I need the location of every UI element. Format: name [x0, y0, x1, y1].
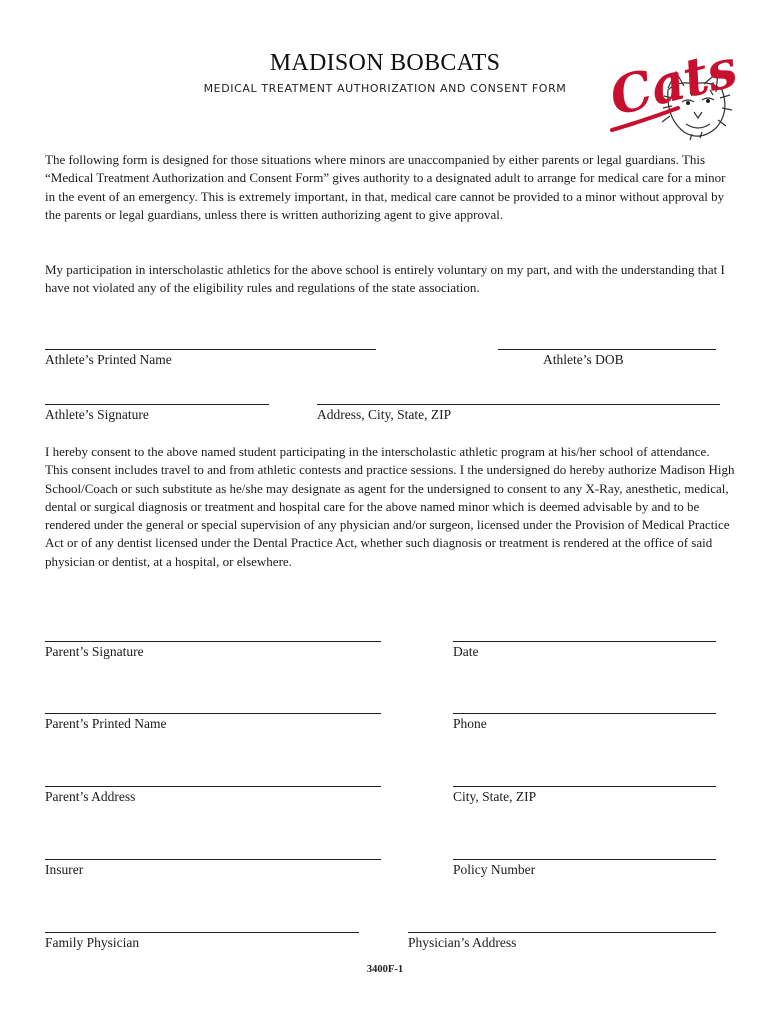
participation-paragraph: My participation in interscholastic athletics for the above school is entirely voluntary on my part, and with the understanding that I have not violated any of the eligibility rules and regulations of the state association. — [45, 262, 725, 296]
athlete-dob-label: Athlete’s DOB — [543, 352, 624, 367]
city-state-zip-label: City, State, ZIP — [453, 789, 537, 804]
form-code: 3400F-1 — [366, 964, 404, 975]
policy-number-line[interactable] — [453, 859, 716, 860]
insurer-line[interactable] — [45, 859, 381, 860]
city-state-zip-line[interactable] — [453, 786, 716, 787]
parent-address-label: Parent’s Address — [45, 789, 136, 804]
athlete-address-label: Address, City, State, ZIP — [317, 407, 452, 422]
page-title: MADISON BOBCATS — [269, 50, 501, 76]
parent-address-line[interactable] — [45, 786, 381, 787]
physician-address-label: Physician’s Address — [408, 935, 517, 950]
athlete-address-line[interactable] — [317, 404, 720, 405]
insurer-label: Insurer — [45, 862, 84, 877]
bobcat-mascot-icon — [606, 28, 736, 146]
policy-number-label: Policy Number — [453, 862, 536, 877]
phone-line[interactable] — [453, 713, 716, 714]
athlete-name-line[interactable] — [45, 349, 376, 350]
athlete-signature-line[interactable] — [45, 404, 269, 405]
family-physician-label: Family Physician — [45, 935, 140, 950]
phone-label: Phone — [453, 716, 487, 731]
parent-signature-label: Parent’s Signature — [45, 644, 144, 659]
athlete-name-label: Athlete’s Printed Name — [45, 352, 172, 367]
consent-paragraph: I hereby consent to the above named student participating in the interscholastic athletic program at his/her school of attendance. This consent includes travel to and from athletic contests and practice sessions. I the undersigned do hereby authorize Madison High School/Coach or such substitute as he/she may designate as agent for the undersigned to consent to any X-Ray, anesthetic, medical, dental or surgical diagnosis or treatment and hospital care for the above named minor which is deemed advisable by and to be rendered under the general or special supervision of any physician and/or surgeon, licensed under the Provision of Medical Practice Act or of any dentist licensed under the Dental Practice Act, whether such diagnosis or treatment is rendered at the office of said physician or dentist, at a hospital, or elsewhere. — [45, 444, 735, 569]
physician-address-line[interactable] — [408, 932, 716, 933]
date-line[interactable] — [453, 641, 716, 642]
parent-name-label: Parent’s Printed Name — [45, 716, 167, 731]
date-label: Date — [453, 644, 479, 659]
family-physician-line[interactable] — [45, 932, 359, 933]
form-subtitle: MEDICAL TREATMENT AUTHORIZATION AND CONSENT FORM — [203, 82, 567, 95]
athlete-signature-label: Athlete’s Signature — [45, 407, 149, 422]
cats-logo — [606, 28, 736, 146]
logo-lettering: Cats — [606, 37, 736, 128]
intro-paragraph: The following form is designed for those situations where minors are unaccompanied by either parents or legal guardians. This “Medical Treatment Authorization and Consent Form” gives authority to a designated adult to arrange for medical care for a minor in the event of an emergency. This is extremely important, in that, medical care cannot be provided to a minor without approval by the parents or legal guardians, unless there is written authorizing agent to give approval. — [45, 152, 726, 222]
parent-name-line[interactable] — [45, 713, 381, 714]
parent-signature-line[interactable] — [45, 641, 381, 642]
athlete-dob-line[interactable] — [498, 349, 716, 350]
